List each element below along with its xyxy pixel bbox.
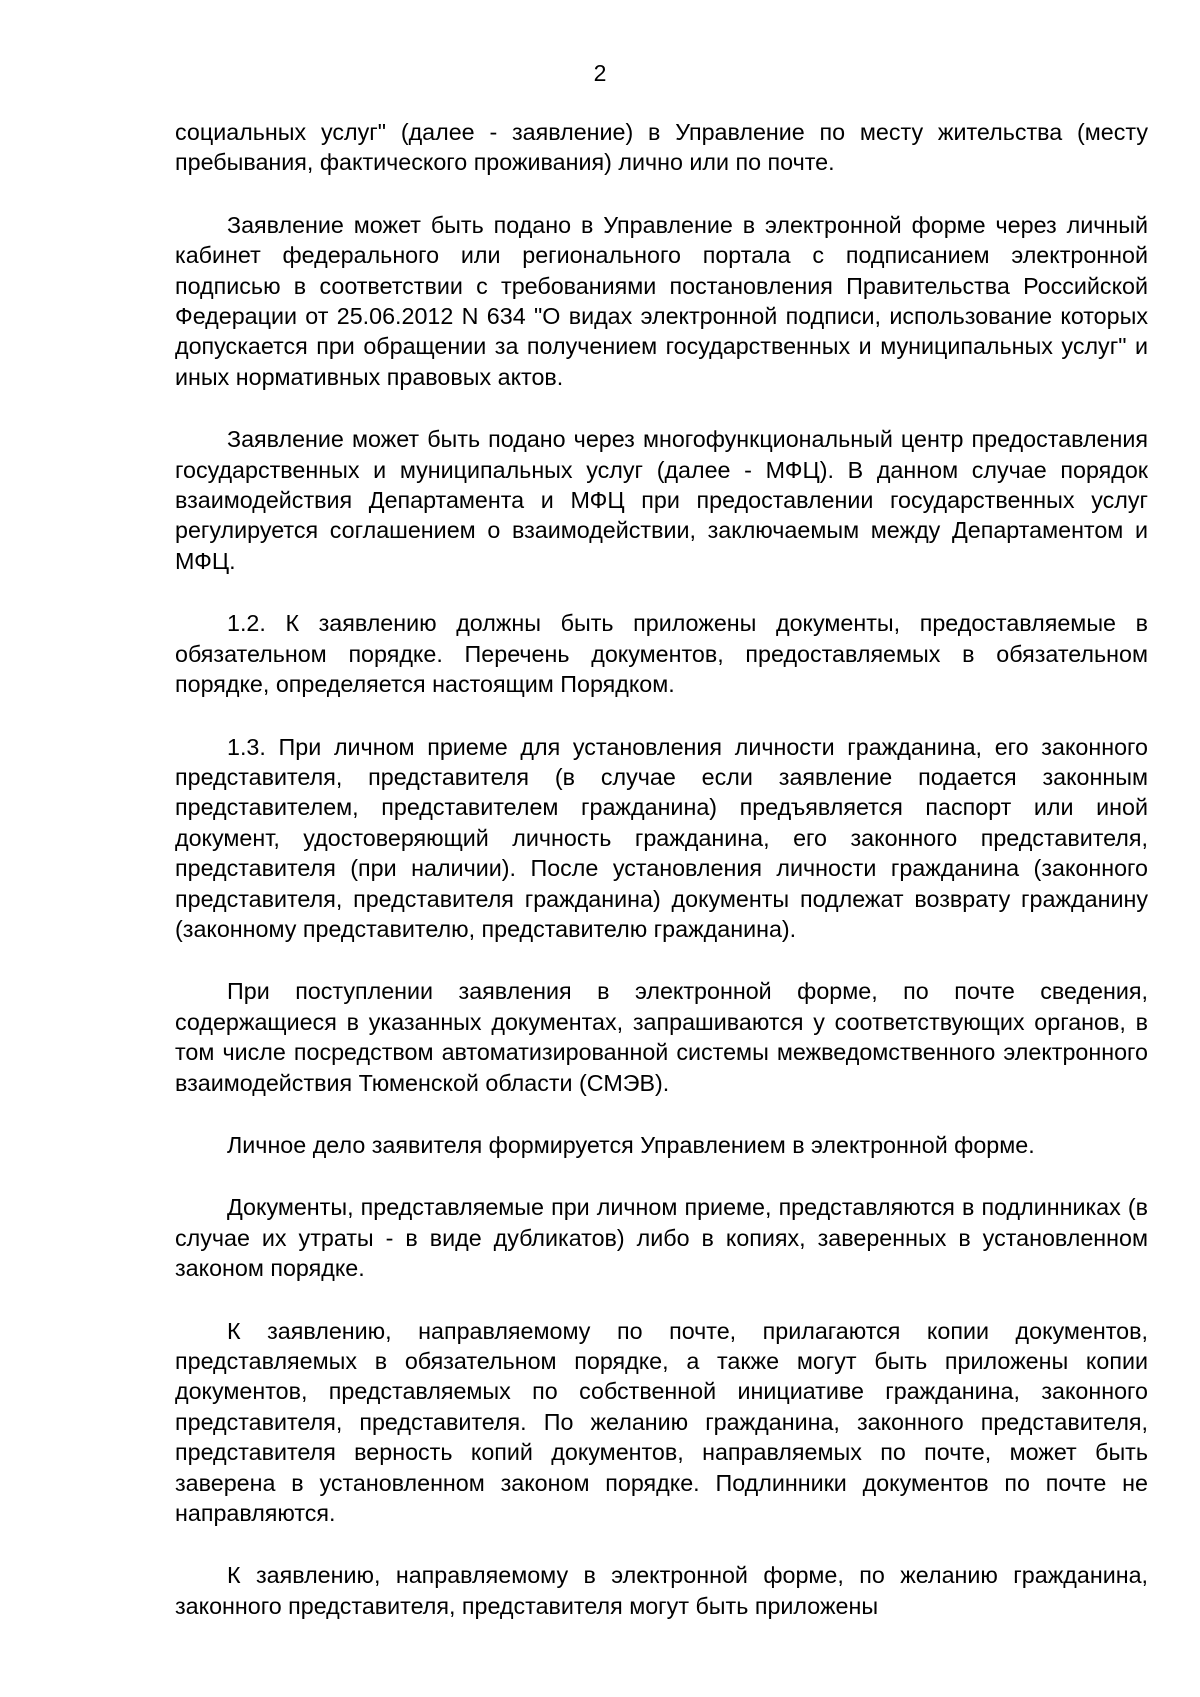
paragraph-1: социальных услуг" (далее - заявление) в Управление по месту жительства (месту пребывания, фактического проживания) лично или по почте. [175,119,1148,176]
paragraph-9: К заявлению, направляемому по почте, прилагаются копии документов, представляемых в обязательном порядке, а также могут быть приложены копии документов, представляемых по собственной инициативе гражданина, законного представителя, представителя. По желанию гражданина, законного представителя, представителя верность копий документов, направляемых по почте, может быть заверена в установленном законом порядке. Подлинники документов по почте не направляются. [175,1317,1148,1527]
paragraph-5: 1.3. При личном приеме для установления личности гражданина, его законного представителя, представителя (в случае если заявление подается законным представителем, представителем гражданина) предъявляется паспорт или иной документ, удостоверяющий личность гражданина, его законного представителя, представителя (при наличии). После установления личности гражданина (законного представителя, представителя гражданина) документы подлежат возврату гражданину (законному представителю, представителю гражданина). [175,733,1148,942]
paragraph-3: Заявление может быть подано через многофункциональный центр предоставления государственных и муниципальных услуг (далее - МФЦ). В данном случае порядок взаимодействия Департамента и МФЦ при предоставлении государственных услуг регулируется соглашением о взаимодействии, заключаемым между Департаментом и МФЦ. [175,426,1148,574]
paragraph-4: 1.2. К заявлению должны быть приложены документы, предоставляемые в обязательном порядке. Перечень документов, предоставляемых в обязательном порядке, определяется настоящим Порядком. [175,610,1148,698]
document-body [175,117,1148,1653]
paragraph-2: Заявление может быть подано в Управление в электронной форме через личный кабинет федерального или регионального портала с подписанием электронной подписью в соответствии с требованиями постановления Правительства Российской Федерации от 25.06.2012 N 634 "О видах электронной подписи, использование которых допускается при обращении за получением государственных и муниципальных услуг" и иных нормативных правовых актов. [175,211,1148,390]
paragraph-10: К заявлению, направляемому в электронной форме, по желанию гражданина, законного представителя, представителя могут быть приложены [175,1562,1148,1619]
paragraph-6: При поступлении заявления в электронной форме, по почте сведения, содержащиеся в указанных документах, запрашиваются у соответствующих органов, в том числе посредством автоматизированной системы межведомственного электронного взаимодействия Тюменской области (СМЭВ). [175,978,1148,1096]
paragraph-8: Документы, представляемые при личном приеме, представляются в подлинниках (в случае их утраты - в виде дубликатов) либо в копиях, заверенных в установленном законом порядке. [175,1194,1148,1282]
page-number: 2 [593,60,607,86]
paragraph-7: Личное дело заявителя формируется Управлением в электронной форме. [227,1131,1035,1158]
